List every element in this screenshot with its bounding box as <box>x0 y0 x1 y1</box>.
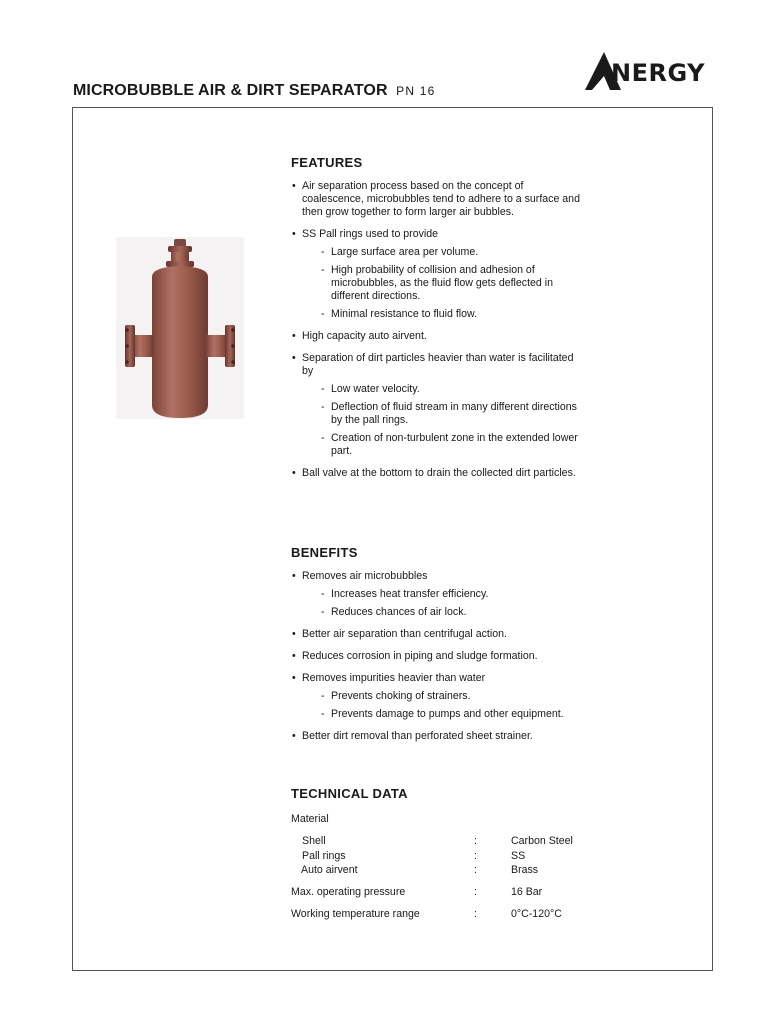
sub-list-item: - Increases heat transfer efficiency. <box>302 588 591 601</box>
spec-value: 0°C-120°C <box>511 908 562 920</box>
spec-label: Shell <box>302 835 326 847</box>
features-heading: FEATURES <box>291 155 363 170</box>
table-row <box>291 850 621 865</box>
sub-list <box>302 246 581 321</box>
spec-label: Working temperature range <box>291 908 420 920</box>
spec-separator: : <box>474 908 477 920</box>
sub-list-item: - Deflection of fluid stream in many different directions by the pall rings. <box>302 401 581 427</box>
sub-list-item: - Prevents choking of strainers. <box>302 690 591 703</box>
list-item <box>291 628 591 641</box>
benefits-heading: BENEFITS <box>291 545 358 560</box>
sub-list-item: - Minimal resistance to fluid flow. <box>302 308 581 321</box>
sub-list-item: - Reduces chances of air lock. <box>302 606 591 619</box>
sub-list-item: - Low water velocity. <box>302 383 581 396</box>
spec-value: Carbon Steel <box>511 835 573 847</box>
material-label-row <box>291 813 621 828</box>
sub-list-item: - Large surface area per volume. <box>302 246 581 259</box>
table-row <box>291 835 621 850</box>
material-label: Material <box>291 813 329 825</box>
list-item <box>291 352 581 458</box>
feature-text: Air separation process based on the concept of coalescence, microbubbles tend to adhere to a surface and then grow together to form larger air bubbles. <box>302 180 580 218</box>
list-item <box>291 330 581 343</box>
table-row <box>291 864 621 879</box>
page-title <box>73 82 436 100</box>
technical-data-table <box>291 813 621 923</box>
benefit-text: Reduces corrosion in piping and sludge formation. <box>302 650 538 662</box>
benefit-text: Better dirt removal than perforated sheet strainer. <box>302 730 533 742</box>
list-item <box>291 672 591 721</box>
feature-text: High capacity auto airvent. <box>302 330 427 342</box>
spec-value: SS <box>511 849 526 862</box>
company-logo <box>584 50 714 92</box>
benefit-text: Removes air microbubbles <box>302 570 428 582</box>
logo-text: NERGY <box>611 59 706 87</box>
features-section <box>291 155 581 480</box>
spec-separator: : <box>474 886 477 898</box>
sub-list <box>302 588 591 619</box>
technical-data-section <box>291 786 621 923</box>
sub-list <box>302 383 581 458</box>
feature-text: Separation of dirt particles heavier than water is facilitated by <box>302 352 574 377</box>
list-item <box>291 467 581 480</box>
list-item <box>291 180 581 219</box>
title-text: MICROBUBBLE AIR & DIRT SEPARATOR <box>73 82 388 99</box>
technical-data-heading: TECHNICAL DATA <box>291 786 408 801</box>
feature-text: SS Pall rings used to provide <box>302 228 439 240</box>
spec-label: Auto airvent <box>301 864 358 876</box>
spec-label: Pall rings <box>302 849 346 862</box>
sub-list <box>302 690 591 721</box>
feature-text: Ball valve at the bottom to drain the collected dirt particles. <box>302 467 576 479</box>
separator-vessel-image <box>116 237 244 419</box>
spec-label: Max. operating pressure <box>291 886 406 898</box>
list-item <box>291 228 581 321</box>
spec-separator: : <box>474 835 477 847</box>
list-item <box>291 650 591 663</box>
list-item <box>291 570 591 619</box>
table-row <box>291 886 621 901</box>
benefits-list <box>291 570 591 743</box>
sub-list-item: - High probability of collision and adhesion of microbubbles, as the fluid flow gets deflected in different directions. <box>302 264 581 303</box>
product-photo <box>116 237 244 419</box>
sub-list-item: - Prevents damage to pumps and other equipment. <box>302 708 591 721</box>
spec-separator: : <box>474 864 477 876</box>
spec-value: 16 Bar <box>511 886 543 898</box>
benefit-text: Better air separation than centrifugal action. <box>302 628 507 640</box>
benefit-text: Removes impurities heavier than water <box>302 672 486 684</box>
features-list <box>291 180 581 480</box>
spec-value: Brass <box>511 864 539 876</box>
sub-list-item: - Creation of non-turbulent zone in the extended lower part. <box>302 432 581 458</box>
list-item <box>291 730 591 743</box>
spec-separator: : <box>474 849 477 862</box>
benefits-section <box>291 545 591 743</box>
pressure-rating: PN 16 <box>396 84 436 98</box>
table-row <box>291 908 621 923</box>
